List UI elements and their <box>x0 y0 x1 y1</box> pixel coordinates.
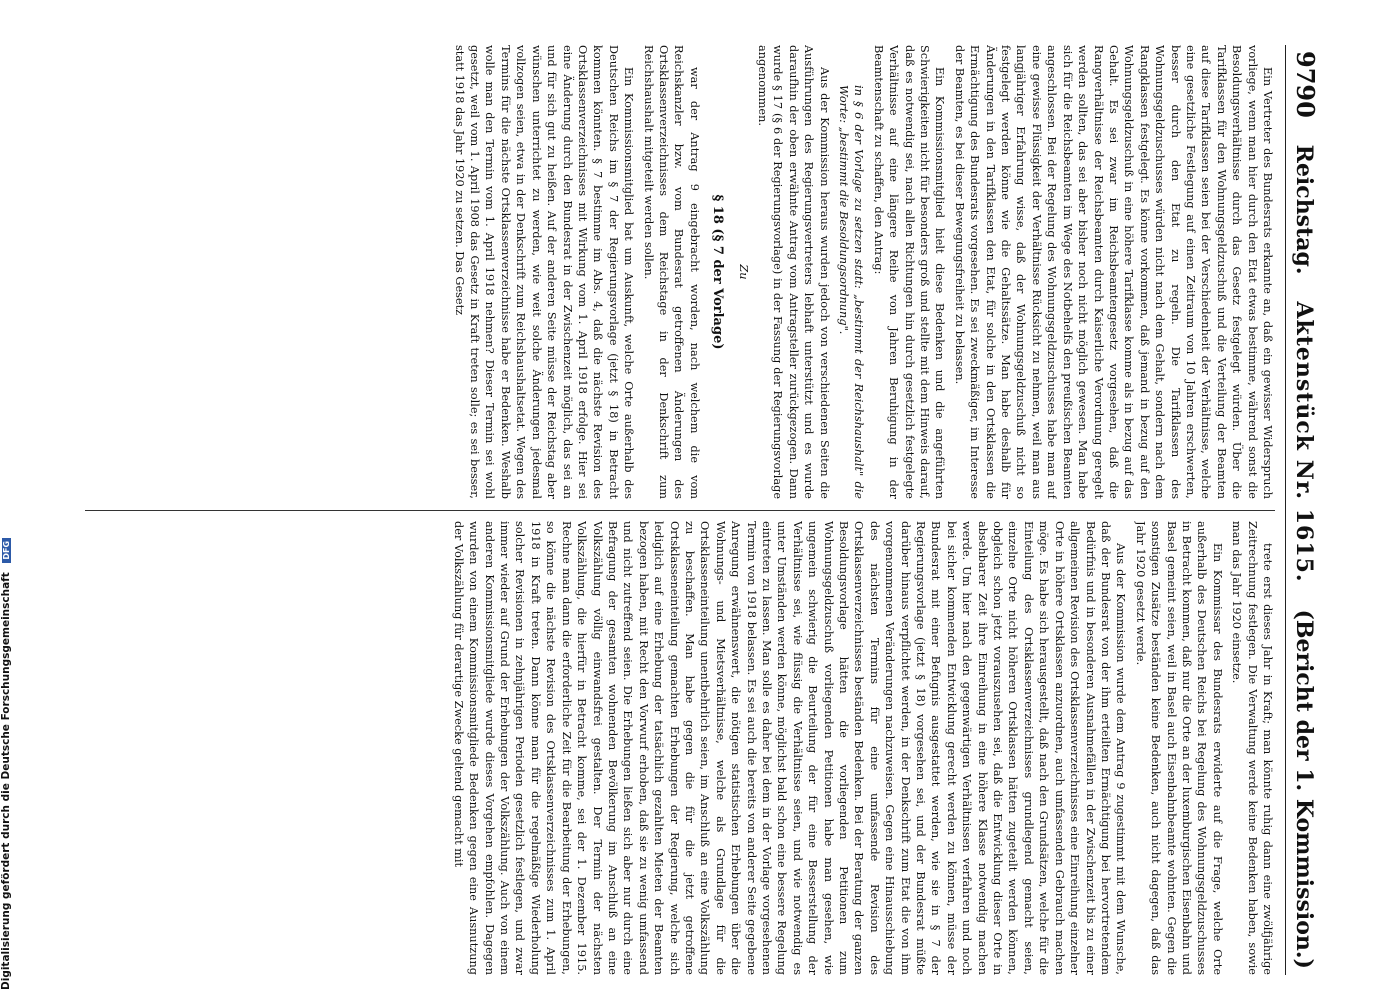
page-header <box>1285 45 1320 975</box>
header-left-title: Reichstag. <box>1291 144 1317 275</box>
digitization-credit <box>0 0 14 990</box>
rotated-page <box>80 45 1320 975</box>
header-right-title: (Bericht der 1. Kommission.) <box>1291 609 1317 969</box>
text-columns <box>85 45 1285 975</box>
section-heading: § 18 (§ 7 der Vorlage) <box>710 194 726 350</box>
motion-quote: in § 6 der Vorlage zu setzen statt: „bestimmt der Reichshaushalt" die Worte: „bestimmt die Besoldungsordnung". <box>837 85 866 499</box>
header-center-title: Aktenstück Nr. 1615. <box>1291 301 1317 583</box>
paragraph: Ein Kommissionsmitglied bat um Auskunft, welche Orte außerhalb des Deutschen Reichs im § 7 der Regierungsvorlage (jetzt § 18) in Betracht kommen könnten. § 7 bestimme im Abs. 4, daß die nächste Revision des Ortsklassenverzeichnisses mit Wirkung vom 1. April 1918 erfolge. Hier sei eine Änderung durch den Bundesrat in der Zwischenzeit möglich, das sei an und für sich gut zu heißen. Auf der anderen Seite müsse der Reichstag aber wünschen unterrichtet zu werden, wie weit solche Änderungen jedesmal vollzogen seien, etwa in der Denkschrift zum Reichshaushaltsetat. Wegen des Termins für die nächste Ortsklassenverzeichnisse habe er Bedenken. Weshalb wolle man den Termin vom 1. April 1918 nehmen? Dieser Termin sei wohl gesetzt, weil vom 1. April 1908 das Gesetz in Kraft treten solle; es sei besser, statt 1918 das Jahr 1920 zu setzen. Das Gesetz <box>452 45 636 499</box>
credit-text: Digitalisierung gefördert durch die Deutsche Forschungsgemeinschaft <box>0 572 12 990</box>
section-intro: Zu <box>736 264 750 280</box>
paragraph: Aus der Kommission wurde dem Antrag 9 zugestimmt mit dem Wunsche, daß der Bundesrat von der ihm erteilten Ermächtigung bei hervortretendem Bedürfnis und in besonderen Ausnahmefällen in der Zwischenzeit bis zu einer allgemeinen Revision des Ortsklassenverzeichnisses eine Einreihung einzelner Orte in höhere Ortsklassen anzuordnen, auch umfassenden Gebrauch machen möge. Es habe sich herausgestellt, daß nach den Grundsätzen, welche für die Einteilung des Ortsklassenverzeichnisses grundlegend gemacht seien, einzelne Orte nicht höheren Ortsklassen hätten zugeteilt werden können, obgleich schon jetzt vorauszusehen sei, daß die Entwicklung dieser Orte in absehbarer Zeit ihre Einreihung in eine höhere Klasse notwendig machen werde. Um hier nach den gegenwärtigen Verhältnissen verfahren und noch bei sicher kommenden Entwicklung gerecht werden zu können, müsse der Bundesrat mit einer Befugnis ausgestattet werden, wie sie in § 7 der Regierungsvorlage (jetzt § 18) vorgesehen sei, und der Bundesrat müßte darüber hinaus verpflichtet werden, in der Denkschrift zum Etat die von ihm vorgenommenen Veränderungen nachzuweisen. Gegen eine Hinausschiebung des nächsten Termins für eine umfassende Revision des Ortsklassenverzeichnisses beständen Bedenken. Bei der Beratung der ganzen Besoldungsvorlage hätten die vorliegenden Petitionen zum Wohnungsgeldzuschuß vorliegenden Petitionen habe man gesehen, wie ungemein schwierig die Beurteilung der für eine Besserstellung der Verhältnisse sei, wie flüssig die Verhältnisse seien, und wie notwendig es unter Umständen werden könne, möglichst bald schon eine bessere Regelung eintreten zu lassen. Man solle es daher bei dem in der Vorlage vorgesehenen Termin von 1918 belassen. Es sei auch die bereits von anderer Seite gegebene Anregung erwähnenswert, die nötigen statistischen Erhebungen über die Wohnungs- und Mietsverhältnisse, welche als Grundlage für die Ortsklasseneinteilung unentbehrlich seien, im Anschluß an eine Volkszählung zu beschaffen. Man habe gegen die für die jetzt getroffene Ortsklasseneinteilung gemachten Erhebungen der Regierung, welche sich lediglich auf eine Erhebung der tatsächlich gezahlten Mieten der Beamten bezogen haben, mit Recht den Vorwurf erhoben, daß sie zu wenig umfassend und nicht zutreffend seien. Die Erhebungen ließen sich aber nur durch eine Befragung der gesamten wohnenden Bevölkerung im Anschluß an eine Volkszählung völlig einwandsfrei gestalten. Der Termin der nächsten Volkszählung, die hierfür in Betracht komme, sei der 1. Dezember 1915. Rechne man dann die erforderliche Zeit für die Bearbeitung der Erhebungen, so könne die nächste Revision des Ortsklassenverzeichnisses zum 1. April 1918 in Kraft treten. Dann könne man für die regelmäßige Wiederholung solcher Revisionen in zehnjährigen Perioden gesetzlich festlegen, und zwar immer wieder auf Grund der Erhebungen der Volkszählung. Auch von einem anderen Kommissionsmitgliede wurde dieses Vorgehen empfohlen. Dagegen wurden von einem Kommissionsmitgliede Bedenken gegen eine Ausnutzung der Volkszählung für derartige Zwecke geltend gemacht mit <box>451 521 1128 975</box>
dfg-logo: DFG <box>2 538 11 563</box>
paragraph: Ein Kommissionsmitglied hielt diese Bedenken und die angeführten Schwierigkeiten nicht für besonders groß und stellte mit dem Hinweis darauf, daß es notwendig sei, nach allen Richtungen hin durch gesetzlich festgelegte Verhältnisse auf eine längere Reihe von Jahren Beruhigung in der Beamtenschaft zu schaffen, den Antrag: <box>871 45 947 499</box>
paragraph: Aus der Kommission heraus wurden jedoch von verschiedenen Seiten die Ausführungen des Regierungsvertreters lebhaft unterstützt und es wurde daraufhin der oben erwähnte Antrag vom Antragsteller zurückgezogen. Dann wurde § 17 (§ 6 der Regierungsvorlage) in der Fassung der Regierungsvorlage angenommen. <box>756 45 831 499</box>
paragraph: Ein Kommissar des Bundesrats erwiderte auf die Frage, welche Orte außerhalb des Deutschen Reichs bei Regelung des Wohnungsgeldzuschusses in Betracht kommen, daß nur die Orte an der luxemburgischen Eisenbahn und Basel gemeint seien, weil in Basel auch Eisenbahnbeamte wohnten. Gegen die sonstigen Zusätze beständen keine Bedenken, auch nicht dagegen, daß das Jahr 1920 gesetzt werde. <box>1133 521 1224 975</box>
paragraph: Ein Vertreter des Bundesrats erkannte an, daß ein gewisser Widerspruch vorliege, wenn man hier durch den Etat etwas bestimme, während sonst die Besoldungsverhältnisse durch das Gesetz festgelegt würden. Über die Tarifklassen für den Wohnungsgeldzuschuß und die Verteilung der Beamten auf diese Tarifklassen seien bei der Verschiedenheit der Verhältnisse, welche eine gesetzliche Festlegung auf einen Zeitraum von 10 Jahren erschwerten, besser durch den Etat zu regeln. Die Tarifklassen des Wohnungsgeldzuschusses würden nicht nach dem Gehalt, sondern nach dem Rangklassen festgelegt. Es könne vorkommen, daß jemand in bezug auf den Wohnungsgeldzuschuß in eine höhere Tarifklasse komme als in bezug auf das Gehalt. Es sei zwar im Reichsbeamtengesetz vorgesehen, daß die Rangverhältnisse der Reichsbeamten durch Kaiserliche Verordnung geregelt werden sollten, das sei aber bisher noch nicht möglich gewesen. Man habe sich für die Reichsbeamten im Wege des Notbehelfs den preußischen Beamten angeschlossen. Bei der Regelung des Wohnungsgeldzuschusses habe man auf eine gewisse Flüssigkeit der Verhältnisse Rücksicht zu nehmen, weil man aus langjähriger Erfahrung wisse, daß der Wohnungsgeldzuschuß nicht so festgelegt werden könne wie die Gehaltssätze. Man habe deshalb für Änderungen in den Tarifklassen den Etat, für solche in den Ortsklassen die Ermächtigung des Bundesrats vorgesehen. Es sei zweckmäßiger, im Interesse der Beamten, es bei dieser Bewegungsfreiheit zu belassen. <box>952 45 1274 499</box>
left-column <box>85 45 1275 499</box>
paragraph: war der Antrag 9 eingebracht worden, nach welchem die vom Reichskanzler bzw. vom Bundesrat getroffenen Änderungen des Ortsklassenverzeichnisses dem Reichstage in der Denkschrift zum Reichshaushalt mitgeteilt werden sollen. <box>641 45 701 499</box>
paragraph: trete erst dieses Jahr in Kraft; man könnte ruhig dann eine zwölfjährige Zeitrechnung festlegen. Die Verwaltung werde keine Bedenken haben, sowie man das Jahr 1920 einsetze. <box>1230 521 1274 975</box>
column-divider <box>85 510 1275 511</box>
right-column <box>85 521 1275 975</box>
page-number: 9790 <box>1291 51 1320 118</box>
